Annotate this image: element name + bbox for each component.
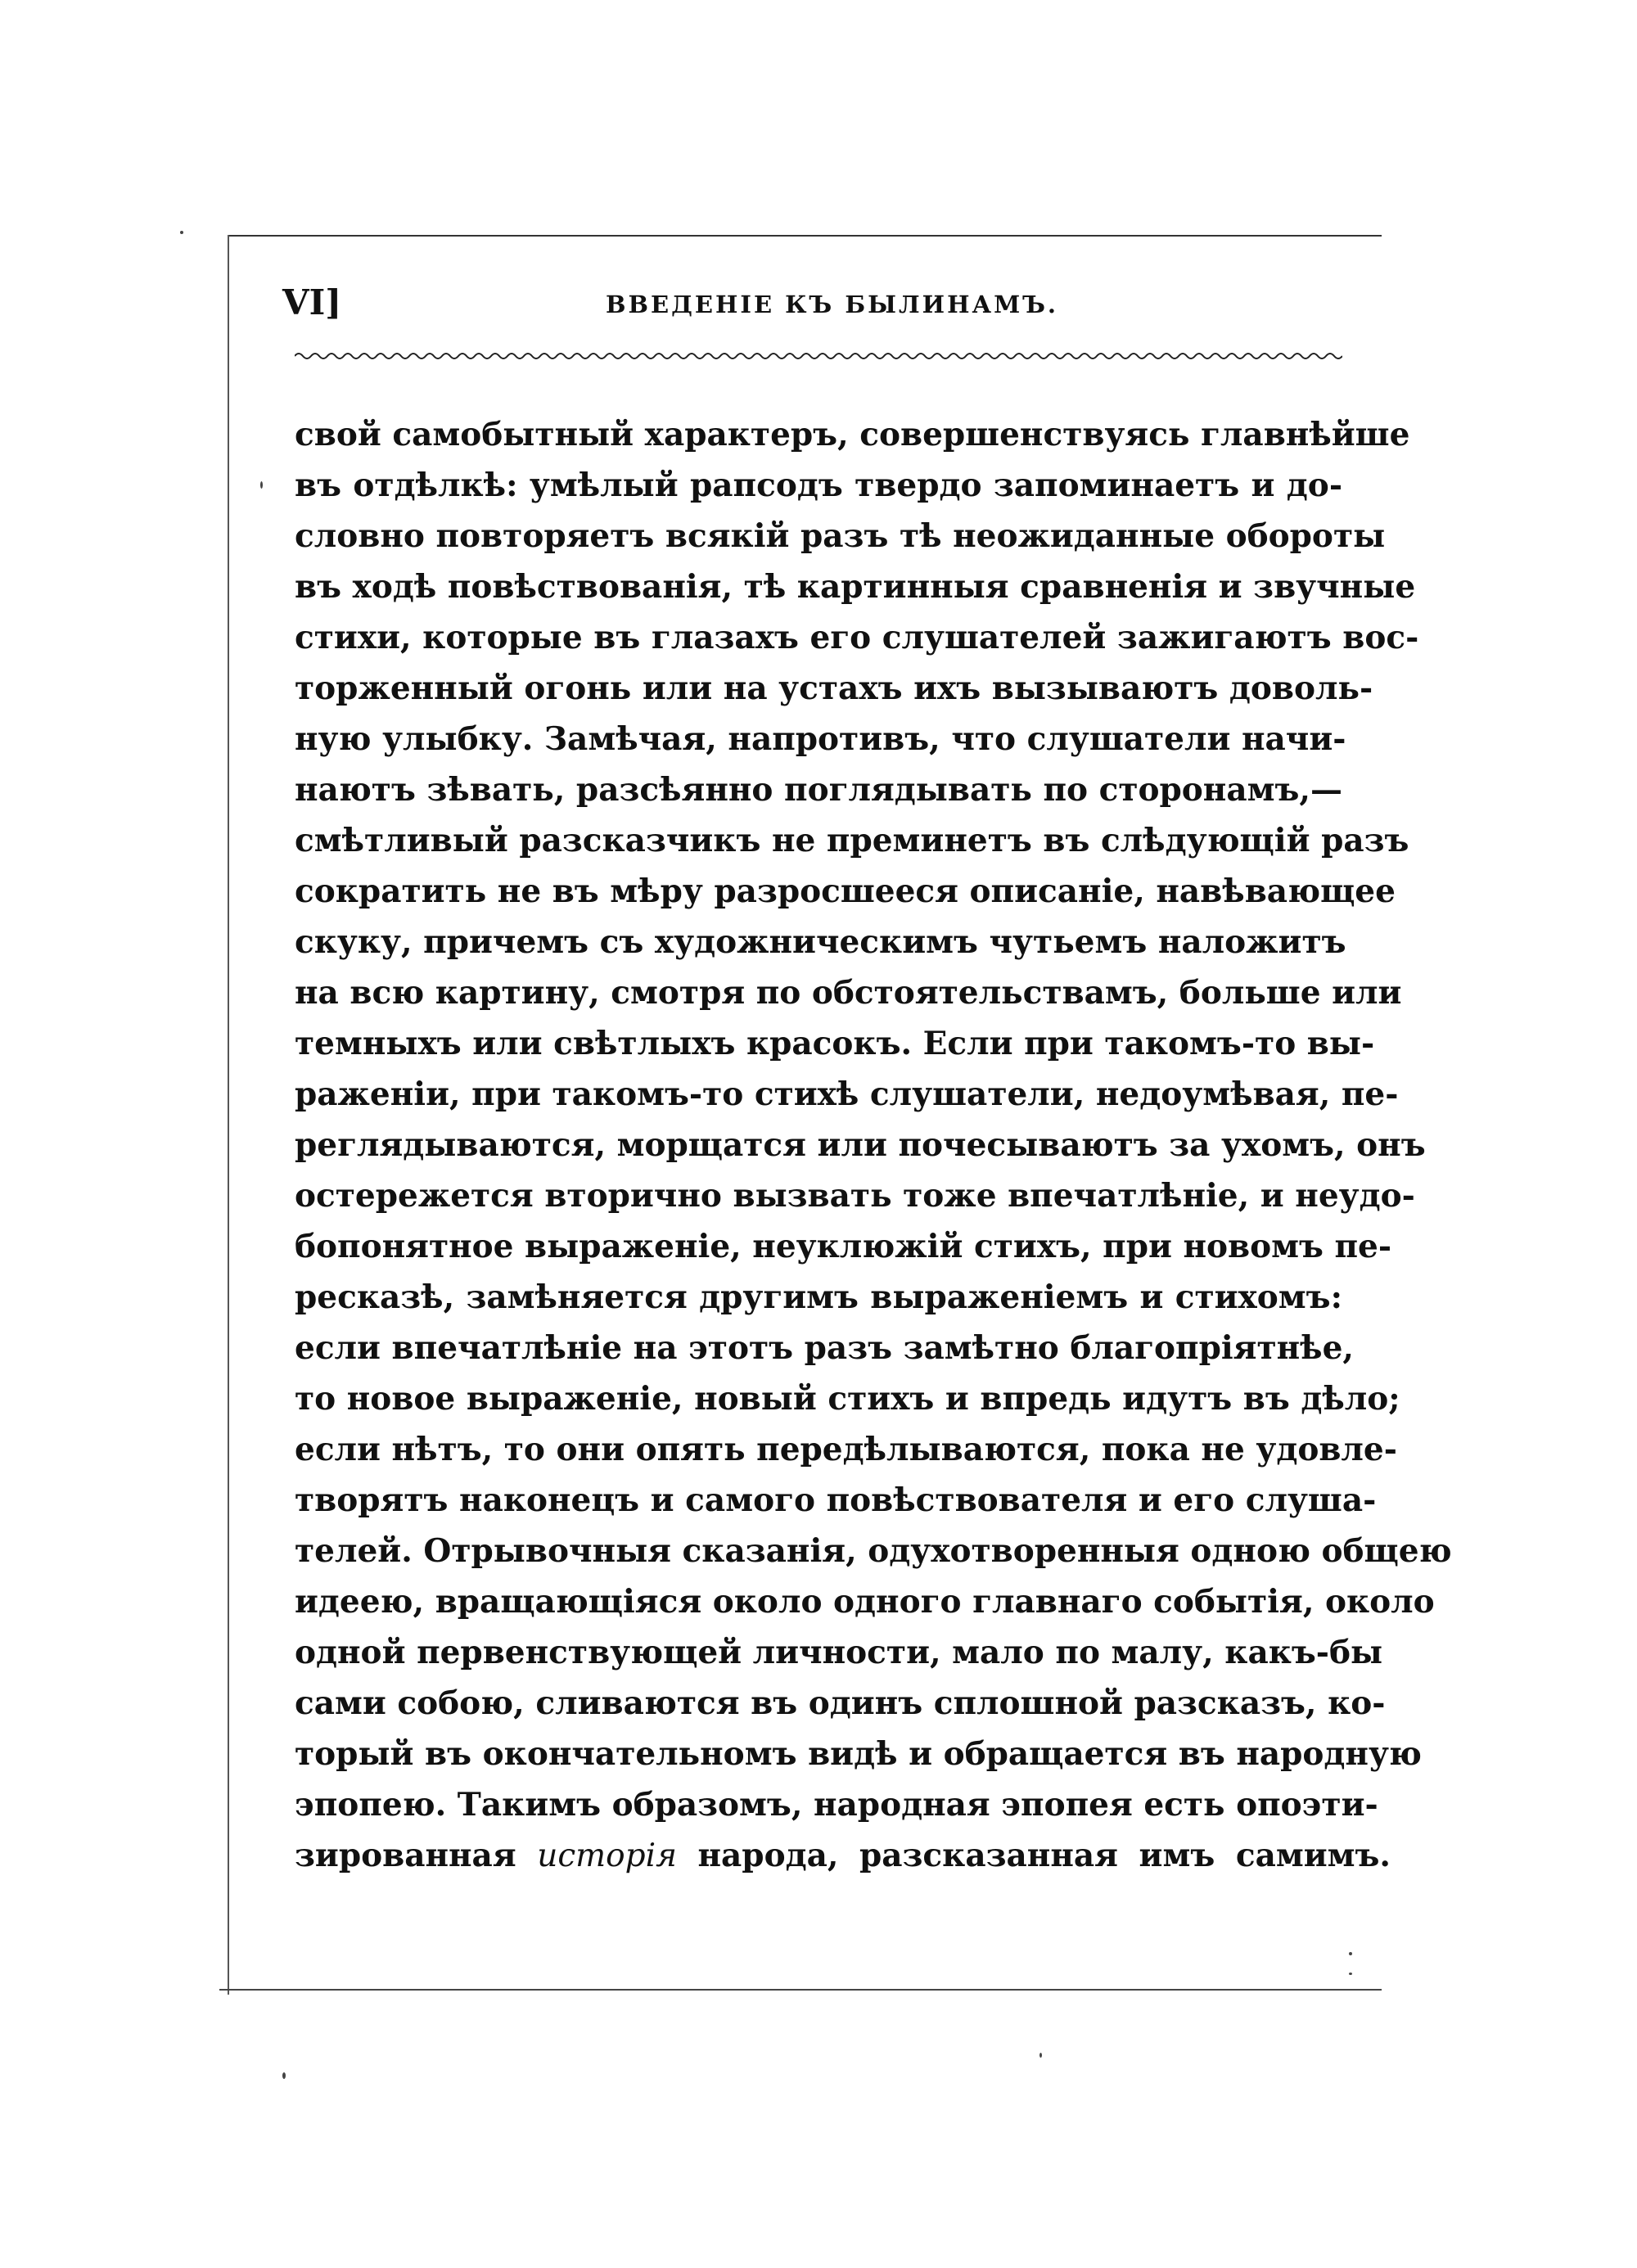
text-line: если впечатлѣніе на этотъ разъ замѣтно благопріятнѣе, (295, 1329, 1354, 1367)
text-line: бопонятное выраженіе, неуклюжій стихъ, при новомъ пе- (295, 1228, 1392, 1265)
body-text (295, 409, 1452, 1881)
text-line: словно повторяетъ всякій разъ тѣ неожиданные обороты (295, 517, 1386, 555)
text-line: скуку, причемъ съ художническимъ чутьемъ наложитъ (295, 923, 1346, 961)
text-line: свой самобытный характеръ, совершенствуясь главнѣйше (295, 416, 1410, 453)
top-border-rule (228, 235, 1382, 237)
text-line: темныхъ или свѣтлыхъ красокъ. Если при такомъ-то вы- (295, 1025, 1375, 1062)
text-line: реглядываются, морщатся или почесываютъ за ухомъ, онъ (295, 1126, 1426, 1164)
text-line: сократить не въ мѣру разросшееся описаніе, навѣвающее (295, 872, 1396, 910)
wavy-divider (295, 350, 1342, 362)
text-line: творятъ наконецъ и самого повѣствователя и его слуша- (295, 1481, 1377, 1519)
text-line: ную улыбку. Замѣчая, напротивъ, что слушатели начи- (295, 720, 1346, 758)
text-line: на всю картину, смотря по обстоятельствамъ, больше или (295, 974, 1402, 1012)
page-number: VI] (282, 282, 342, 322)
scan-speck (282, 2072, 286, 2079)
emphasized-word: исторія (537, 1837, 677, 1874)
scan-speck (180, 231, 183, 234)
scan-speck (1349, 1952, 1352, 1955)
text-line: одной первенствующей личности, мало по малу, какъ-бы (295, 1634, 1383, 1671)
text-line: сами собою, сливаются въ одинъ сплошной разсказъ, ко- (295, 1684, 1386, 1722)
text-line: торый въ окончательномъ видѣ и обращается въ народную (295, 1735, 1422, 1773)
text-line: ресказѣ, замѣняется другимъ выраженіемъ и стихомъ: (295, 1278, 1342, 1316)
left-border-rule (228, 235, 229, 1995)
scan-speck (260, 481, 263, 489)
scan-speck (1039, 2053, 1042, 2058)
text-line: если нѣтъ, то они опять передѣлываются, пока не удовле- (295, 1431, 1397, 1468)
text-line-final (295, 1830, 1391, 1881)
running-head: ВВЕДЕНІЕ КЪ БЫЛИНАМЪ. (606, 291, 1059, 318)
final-line-end: народа, разсказанная имъ самимъ. (676, 1837, 1391, 1874)
text-line: раженіи, при такомъ-то стихѣ слушатели, недоумѣвая, пе- (295, 1075, 1399, 1113)
text-line: наютъ зѣвать, разсѣянно поглядывать по сторонамъ,— (295, 771, 1342, 809)
text-line: стихи, которые въ глазахъ его слушателей зажигаютъ вос- (295, 619, 1419, 656)
text-line: въ ходѣ повѣствованія, тѣ картинныя сравненія и звучные (295, 568, 1416, 606)
text-line: торженный огонь или на устахъ ихъ вызываютъ доволь- (295, 670, 1373, 707)
text-line: телей. Отрывочныя сказанія, одухотворенныя одною общею (295, 1532, 1452, 1570)
text-line: смѣтливый разсказчикъ не преминетъ въ слѣдующій разъ (295, 822, 1409, 859)
text-line: остережется вторично вызвать тоже впечатлѣніе, и неудо- (295, 1177, 1415, 1215)
text-line: въ отдѣлкѣ: умѣлый рапсодъ твердо запоминаетъ и до- (295, 467, 1342, 504)
text-line: эпопею. Такимъ образомъ, народная эпопея есть опоэти- (295, 1786, 1378, 1824)
bottom-border-rule (219, 1989, 1382, 1991)
final-line-start: зированная (295, 1837, 538, 1874)
text-line: то новое выраженіе, новый стихъ и впредь идутъ въ дѣло; (295, 1380, 1400, 1418)
scan-speck (1349, 1973, 1352, 1975)
text-line: идеею, вращающіяся около одного главнаго событія, около (295, 1583, 1435, 1621)
